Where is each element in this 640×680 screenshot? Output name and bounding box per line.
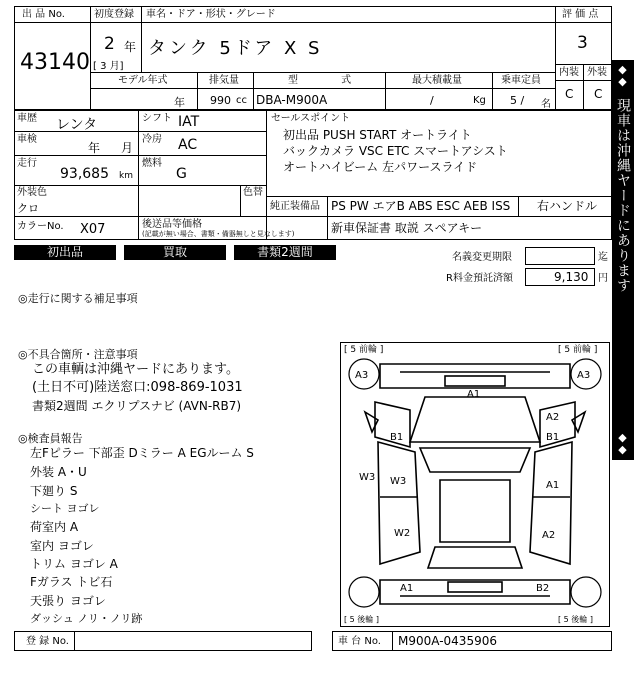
- inspector-title: ◎検査員報告: [18, 432, 83, 445]
- capacity: 5 /: [510, 94, 525, 107]
- model-type: DBA-M900A: [256, 93, 328, 107]
- damage-mark: W2: [394, 528, 411, 539]
- divider: [14, 185, 266, 186]
- first-reg-month: [ 3 月]: [93, 61, 124, 72]
- model-type-label: 型 式: [288, 75, 372, 86]
- chassis-label: 車 台 No.: [338, 636, 381, 647]
- equipment-label: 純正装備品: [270, 201, 320, 212]
- inspector-line: トリム ヨゴレ A: [30, 557, 118, 571]
- history-label: 車歴: [17, 113, 37, 124]
- divider: [14, 22, 90, 23]
- divider: [518, 196, 519, 216]
- damage-mark: A1: [467, 389, 481, 400]
- defects-title: ◎不具合箇所・注意事項: [18, 348, 138, 361]
- max-load-value: /: [430, 94, 434, 107]
- location-sidebar: [612, 60, 634, 460]
- displacement-label: 排気量: [209, 75, 239, 86]
- exterior-label: 外装: [587, 67, 607, 78]
- divider: [14, 155, 266, 156]
- divider: [14, 216, 612, 217]
- corner-label: [ 5 前輪 ]: [344, 345, 384, 355]
- shift-label: シフト: [142, 113, 172, 124]
- recycle-label: R料金預託済額: [446, 273, 513, 284]
- divider: [141, 6, 142, 72]
- capacity-unit: 名: [541, 99, 551, 110]
- divider: [253, 72, 254, 110]
- inspector-line: 下廻り S: [30, 484, 78, 498]
- divider: [138, 110, 139, 240]
- rating-label: 評 価 点: [562, 9, 599, 20]
- model-year-label: モデル年式: [118, 75, 168, 86]
- damage-mark: W3: [390, 476, 407, 487]
- damage-mark: A2: [542, 530, 556, 541]
- tire-grade: A3: [577, 370, 591, 381]
- exterior-color: クロ: [17, 202, 39, 215]
- lot-number: 43140: [20, 50, 90, 75]
- sales-point-line: オートハイビーム 左パワースライド: [283, 160, 478, 174]
- equipment-items: PS PW エアB ABS ESC AEB ISS: [331, 199, 511, 213]
- steering: 右ハンドル: [537, 199, 598, 213]
- damage-mark: A1: [400, 583, 414, 594]
- tire-grade: A3: [355, 370, 369, 381]
- inspector-line: ダッシュ ノリ・ノリ跡: [30, 612, 143, 625]
- exterior-grade: C: [594, 87, 603, 101]
- capacity-label: 乗車定員: [501, 75, 541, 86]
- inspection-year-unit: 年: [88, 141, 101, 155]
- max-load-unit: Kg: [473, 95, 486, 106]
- divider: [197, 72, 198, 110]
- fuel-label: 燃料: [142, 158, 162, 169]
- ac-label: 冷房: [142, 134, 162, 145]
- divider: [555, 22, 612, 23]
- divider: [90, 22, 555, 23]
- damage-mark: B1: [390, 432, 404, 443]
- reg-no-label: 登 録 No.: [26, 636, 69, 647]
- rating-value: 3: [577, 33, 588, 53]
- divider: [492, 72, 493, 110]
- tab-purchase: 買取: [124, 245, 226, 260]
- warranty-items: 新車保証書 取説 スペアキー: [331, 221, 483, 235]
- inspection-month-unit: 月: [121, 141, 134, 155]
- shift: IAT: [178, 114, 200, 130]
- divider: [385, 72, 386, 110]
- name-change-label: 名義変更期限: [452, 252, 512, 263]
- inspector-line: 天張り ヨゴレ: [30, 594, 106, 608]
- damage-mark: A1: [546, 480, 560, 491]
- corner-label: [ 5 後輪 ]: [344, 615, 379, 624]
- recycle-value: 9,130: [554, 270, 589, 284]
- inspector-line: 室内 ヨゴレ: [30, 539, 94, 553]
- divider: [392, 631, 393, 651]
- divider: [90, 88, 555, 89]
- fuel: G: [176, 166, 187, 182]
- corner-label: [ 5 前輪 ]: [558, 345, 598, 355]
- year-unit: 年: [124, 40, 137, 54]
- name-change-box: [525, 247, 595, 265]
- tab-documents: 書類2週間: [234, 245, 336, 260]
- divider: [583, 64, 584, 110]
- first-reg-label: 初度登録: [94, 9, 134, 20]
- inspector-line: シート ヨゴレ: [30, 502, 100, 515]
- chassis-no: M900A-0435906: [398, 634, 497, 648]
- interior-grade: C: [565, 87, 574, 101]
- divider: [14, 131, 266, 132]
- first-reg-year: 2: [104, 34, 115, 54]
- color-no-label: カラーNo.: [17, 221, 64, 232]
- damage-mark: B1: [546, 432, 560, 443]
- divider: [266, 196, 612, 197]
- divider: [90, 72, 555, 73]
- mileage-unit: km: [119, 171, 133, 181]
- inspector-line: 外装 A・U: [30, 465, 87, 479]
- ac: AC: [178, 137, 198, 153]
- displacement: 990: [210, 94, 231, 107]
- sales-points-label: セールスポイント: [271, 113, 351, 124]
- name-change-suffix: 迄: [598, 252, 608, 263]
- divider: [240, 185, 241, 216]
- divider: [266, 110, 267, 240]
- mileage-label: 走行: [17, 158, 37, 169]
- car-damage-diagram: [340, 342, 610, 627]
- damage-mark: W3: [359, 472, 376, 483]
- sales-point-line: 初出品 PUSH START オートライト: [283, 128, 472, 142]
- inspection-label: 車検: [17, 134, 37, 145]
- after-parts-note: (記載が無い場合、書類・備器無しと見なします): [142, 230, 295, 238]
- displacement-unit: cc: [236, 95, 247, 106]
- exterior-color-label: 外装色: [17, 187, 47, 198]
- model-year-value: 年: [174, 96, 185, 109]
- tab-first-listing: 初出品: [14, 245, 116, 260]
- location-notice: 現車は沖縄ヤードにあります: [615, 98, 631, 293]
- color-no: X07: [80, 222, 106, 237]
- inspector-line: Fガラス トビ石: [30, 575, 113, 589]
- lot-no-label: 出 品 No.: [22, 9, 65, 20]
- mileage: 93,685: [60, 166, 109, 182]
- history: レンタ: [56, 117, 98, 133]
- damage-mark: B2: [536, 583, 550, 594]
- inspector-line: 左Fピラー 下部歪 Dミラー A EGルーム S: [30, 446, 254, 460]
- diamond-icon: ◆: [618, 75, 627, 88]
- damage-mark: A2: [546, 412, 560, 423]
- sales-point-line: バックカメラ VSC ETC スマートアシスト: [283, 144, 508, 158]
- divider: [327, 196, 328, 240]
- max-load-label: 最大積載量: [412, 75, 462, 86]
- recycle-unit: 円: [598, 273, 608, 284]
- after-parts-label: 後送品等価格: [142, 219, 202, 230]
- car-name: タンク 5ドア X S: [148, 38, 323, 59]
- diamond-icon: ◆: [618, 63, 627, 76]
- driving-notes-title: ◎走行に関する補足事項: [18, 292, 138, 305]
- corner-label: [ 5 後輪 ]: [558, 615, 593, 624]
- diamond-icon: ◆: [618, 443, 627, 456]
- car-name-label: 車名・ドア・形状・グレード: [146, 9, 276, 20]
- defect-line: 書類2週間 エクリプスナビ (AVN-RB7): [32, 399, 242, 413]
- diamond-icon: ◆: [618, 431, 627, 444]
- divider: [74, 631, 75, 651]
- defect-line: (土日不可)陸送窓口:098-869-1031: [32, 380, 243, 395]
- interior-label: 内装: [559, 67, 579, 78]
- color-change-label: 色替: [243, 187, 263, 198]
- defect-line: この車輌は沖縄ヤードにあります。: [32, 362, 239, 377]
- inspector-line: 荷室内 A: [30, 520, 79, 534]
